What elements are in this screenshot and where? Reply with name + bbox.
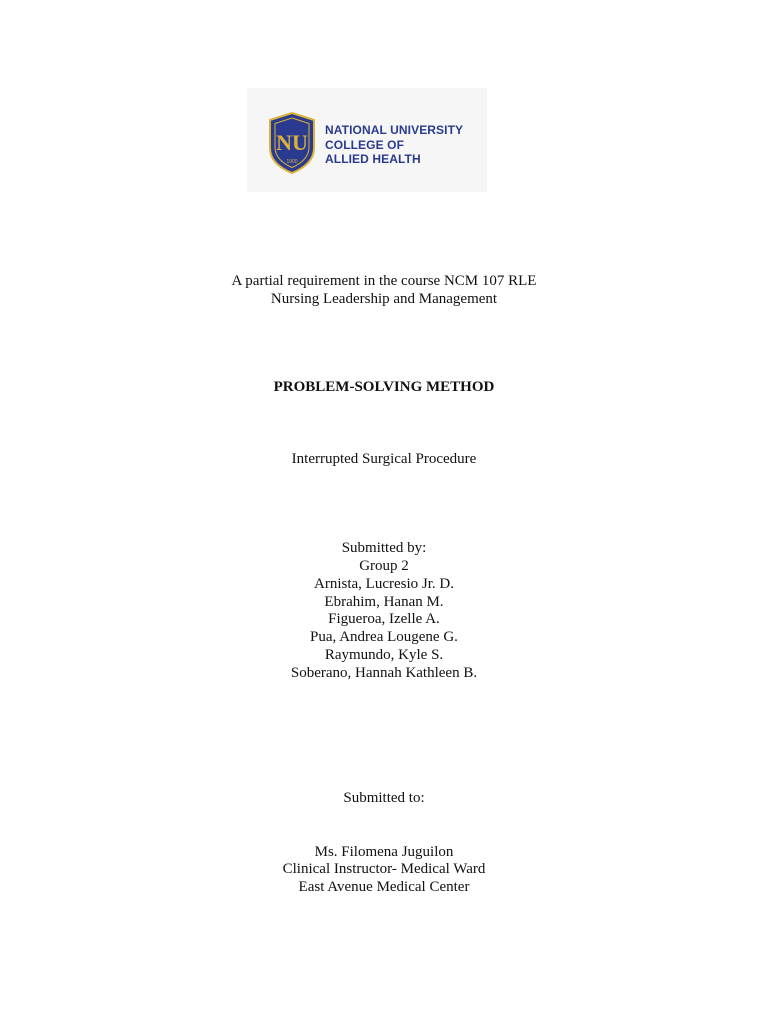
member-name: Pua, Andrea Lougene G. [310,629,458,645]
seal-year: 1900 [286,159,298,165]
university-logo [247,88,487,192]
logo-line-1: NATIONAL UNIVERSITY [325,123,464,137]
requirement-line: A partial requirement in the course NCM 107 RLE [231,273,537,289]
member-name: Figueroa, Izelle A. [328,611,440,627]
instructor-position: Clinical Instructor- Medical Ward [282,861,486,877]
logo-wordmark [325,123,463,167]
course-name: Nursing Leadership and Management [270,291,498,307]
topic-line: Interrupted Surgical Procedure [291,451,477,467]
seal-monogram: NU [276,130,308,155]
nu-seal-icon [267,112,317,174]
instructor-name: Ms. Filomena Juguilon [314,844,454,860]
member-name: Raymundo, Kyle S. [324,647,444,663]
submitted-to-label: Submitted to: [343,790,425,806]
member-name: Ebrahim, Hanan M. [324,594,444,610]
group-name: Group 2 [359,558,409,574]
logo-line-3: ALLIED HEALTH [325,152,421,166]
institution-name: East Avenue Medical Center [298,879,470,895]
member-name: Arnista, Lucresio Jr. D. [314,576,454,592]
member-name: Soberano, Hannah Kathleen B. [290,665,478,681]
document-title: PROBLEM-SOLVING METHOD [273,379,495,395]
submitted-by-label: Submitted by: [341,540,427,556]
logo-line-2: COLLEGE OF [325,137,404,152]
